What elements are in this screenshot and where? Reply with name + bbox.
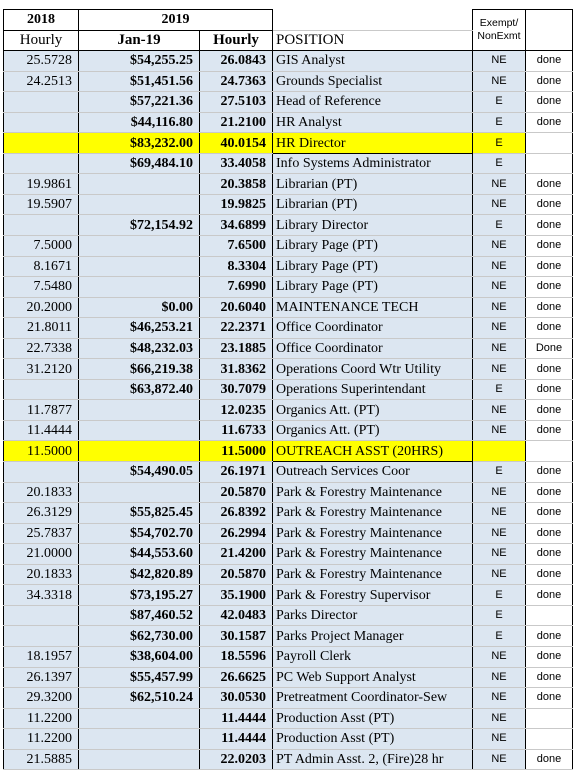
hourly-2018-cell: 19.9861 <box>4 174 79 195</box>
position-cell: PT Admin Asst. 2, (Fire)28 hr <box>273 749 473 770</box>
hourly-2018-cell <box>4 605 79 626</box>
jan19-salary-cell: $54,702.70 <box>79 523 200 544</box>
position-cell: Pretreatment Coordinator-Sew <box>273 688 473 709</box>
jan19-salary-cell: $48,232.03 <box>79 338 200 359</box>
hourly-2018-cell <box>4 133 79 154</box>
table-row <box>4 71 573 92</box>
position-cell: Library Page (PT) <box>273 277 473 298</box>
hourly-2018-cell <box>4 379 79 400</box>
hourly-2018-cell: 19.5907 <box>4 194 79 215</box>
jan19-salary-cell: $38,604.00 <box>79 646 200 667</box>
table-row <box>4 626 573 647</box>
exempt-status-cell: E <box>473 153 526 174</box>
done-header <box>526 10 573 51</box>
jan19-salary-cell: $63,872.40 <box>79 379 200 400</box>
hourly-2019-cell: 20.5870 <box>200 564 273 585</box>
table-row <box>4 585 573 606</box>
table-row <box>4 646 573 667</box>
position-cell: Librarian (PT) <box>273 174 473 195</box>
hourly-2019-cell: 11.4444 <box>200 729 273 750</box>
done-status-cell: done <box>526 359 573 380</box>
table-row <box>4 194 573 215</box>
done-status-cell <box>526 729 573 750</box>
hourly-2018-cell: 29.3200 <box>4 688 79 709</box>
table-row <box>4 441 573 462</box>
exempt-status-cell: NE <box>473 338 526 359</box>
jan19-salary-cell <box>79 174 200 195</box>
hourly-2018-cell: 7.5000 <box>4 236 79 257</box>
position-cell: Park & Forestry Maintenance <box>273 544 473 565</box>
hourly-2018-cell: 26.3129 <box>4 503 79 524</box>
table-row <box>4 729 573 750</box>
position-cell: Payroll Clerk <box>273 646 473 667</box>
hourly-2018-cell: 11.7877 <box>4 400 79 421</box>
hourly-2018-cell: 8.1671 <box>4 256 79 277</box>
jan19-salary-cell: $87,460.52 <box>79 605 200 626</box>
position-cell: Office Coordinator <box>273 338 473 359</box>
position-cell: Operations Superintendant <box>273 379 473 400</box>
table-row <box>4 318 573 339</box>
done-status-cell: done <box>526 564 573 585</box>
done-status-cell: done <box>526 318 573 339</box>
table-row <box>4 420 573 441</box>
hourly-2019-cell: 20.3858 <box>200 174 273 195</box>
jan19-salary-cell <box>79 256 200 277</box>
hourly-2018-cell: 26.1397 <box>4 667 79 688</box>
exempt-status-cell: NE <box>473 564 526 585</box>
exempt-status-cell: NE <box>473 523 526 544</box>
position-cell: Grounds Specialist <box>273 71 473 92</box>
table-row <box>4 51 573 72</box>
exempt-status-cell: NE <box>473 688 526 709</box>
hourly-2019-cell: 26.0843 <box>200 51 273 72</box>
table-row <box>4 482 573 503</box>
hourly-2018-cell: 22.7338 <box>4 338 79 359</box>
table-row <box>4 708 573 729</box>
hourly-2019-cell: 34.6899 <box>200 215 273 236</box>
exempt-status-cell: NE <box>473 544 526 565</box>
hourly-2018-cell: 21.8011 <box>4 318 79 339</box>
done-status-cell: done <box>526 256 573 277</box>
position-cell: Office Coordinator <box>273 318 473 339</box>
hourly-2019-cell: 26.8392 <box>200 503 273 524</box>
hourly-2018-cell: 18.1957 <box>4 646 79 667</box>
jan19-salary-cell <box>79 420 200 441</box>
jan19-salary-cell <box>79 482 200 503</box>
exempt-status-cell: NE <box>473 194 526 215</box>
position-cell: Park & Forestry Maintenance <box>273 482 473 503</box>
jan19-salary-cell: $55,825.45 <box>79 503 200 524</box>
table-row <box>4 688 573 709</box>
hourly-2018-cell: 20.1833 <box>4 564 79 585</box>
done-status-cell: done <box>526 585 573 606</box>
jan19-salary-cell: $54,255.25 <box>79 51 200 72</box>
jan19-salary-cell: $73,195.27 <box>79 585 200 606</box>
position-cell: Organics Att. (PT) <box>273 400 473 421</box>
done-status-cell: done <box>526 749 573 770</box>
table-row <box>4 400 573 421</box>
hourly-2019-cell: 7.6990 <box>200 277 273 298</box>
position-cell: HR Director <box>273 133 473 154</box>
hourly-2019-cell: 33.4058 <box>200 153 273 174</box>
done-status-cell: done <box>526 626 573 647</box>
exempt-status-cell: E <box>473 626 526 647</box>
jan19-salary-cell <box>79 400 200 421</box>
done-status-cell: Done <box>526 338 573 359</box>
done-status-cell: done <box>526 688 573 709</box>
position-cell: Production Asst (PT) <box>273 729 473 750</box>
done-status-cell: done <box>526 503 573 524</box>
position-cell: Park & Forestry Supervisor <box>273 585 473 606</box>
table-row <box>4 338 573 359</box>
exempt-status-cell: NE <box>473 236 526 257</box>
hourly-2018-cell: 31.2120 <box>4 359 79 380</box>
hourly-2018-cell <box>4 626 79 647</box>
done-status-cell <box>526 708 573 729</box>
hourly-2019-cell: 8.3304 <box>200 256 273 277</box>
salary-spreadsheet <box>3 9 573 770</box>
header-spacer <box>273 10 473 31</box>
hourly-2018-cell: 11.2200 <box>4 708 79 729</box>
position-cell: Library Page (PT) <box>273 256 473 277</box>
exempt-status-cell: NE <box>473 708 526 729</box>
jan19-salary-cell: $69,484.10 <box>79 153 200 174</box>
hourly-2019-cell: 21.4200 <box>200 544 273 565</box>
done-status-cell: done <box>526 462 573 483</box>
table-row <box>4 544 573 565</box>
done-status-cell: done <box>526 667 573 688</box>
exempt-header <box>473 10 526 51</box>
hourly-2018-cell: 24.2513 <box>4 71 79 92</box>
done-status-cell <box>526 153 573 174</box>
table-row <box>4 133 573 154</box>
exempt-status-cell: E <box>473 379 526 400</box>
jan19-salary-cell: $46,253.21 <box>79 318 200 339</box>
exempt-status-cell: E <box>473 112 526 133</box>
table-row <box>4 297 573 318</box>
table-row <box>4 462 573 483</box>
jan19-salary-cell: $62,730.00 <box>79 626 200 647</box>
exempt-status-cell: NE <box>473 646 526 667</box>
hourly-2018-cell <box>4 112 79 133</box>
jan19-salary-cell: $62,510.24 <box>79 688 200 709</box>
hourly-2019-cell: 12.0235 <box>200 400 273 421</box>
year-2018-header: 2018 <box>4 10 79 31</box>
jan19-salary-cell: $42,820.89 <box>79 564 200 585</box>
table-row <box>4 667 573 688</box>
table-row <box>4 379 573 400</box>
jan19-salary-cell: $44,553.60 <box>79 544 200 565</box>
done-status-cell: done <box>526 544 573 565</box>
exempt-status-cell: NE <box>473 359 526 380</box>
exempt-status-cell: E <box>473 92 526 113</box>
done-status-cell <box>526 441 573 462</box>
jan19-salary-cell: $51,451.56 <box>79 71 200 92</box>
jan19-salary-cell: $44,116.80 <box>79 112 200 133</box>
position-cell: GIS Analyst <box>273 51 473 72</box>
exempt-status-cell: NE <box>473 729 526 750</box>
hourly-2018-cell: 21.5885 <box>4 749 79 770</box>
jan19-salary-cell <box>79 708 200 729</box>
jan19-salary-cell <box>79 749 200 770</box>
done-status-cell <box>526 605 573 626</box>
done-status-cell: done <box>526 420 573 441</box>
done-status-cell: done <box>526 194 573 215</box>
exempt-status-cell: E <box>473 585 526 606</box>
done-status-cell: done <box>526 277 573 298</box>
position-cell: PC Web Support Analyst <box>273 667 473 688</box>
exempt-status-cell: NE <box>473 277 526 298</box>
table-row <box>4 256 573 277</box>
hourly-2019-cell: 11.4444 <box>200 708 273 729</box>
hourly-2018-cell <box>4 92 79 113</box>
exempt-header-line2: NonExmt <box>477 30 521 43</box>
hourly-2018-header: Hourly <box>4 30 79 51</box>
jan19-salary-cell <box>79 729 200 750</box>
hourly-2018-cell: 7.5480 <box>4 277 79 298</box>
done-status-cell: done <box>526 379 573 400</box>
table-row <box>4 112 573 133</box>
exempt-status-cell: NE <box>473 667 526 688</box>
table-row <box>4 153 573 174</box>
hourly-2018-cell <box>4 215 79 236</box>
hourly-2019-cell: 20.6040 <box>200 297 273 318</box>
position-cell: HR Analyst <box>273 112 473 133</box>
hourly-2019-cell: 11.6733 <box>200 420 273 441</box>
exempt-status-cell: NE <box>473 482 526 503</box>
hourly-2018-cell: 11.5000 <box>4 441 79 462</box>
hourly-2019-cell: 7.6500 <box>200 236 273 257</box>
done-status-cell: done <box>526 51 573 72</box>
exempt-status-cell: NE <box>473 297 526 318</box>
hourly-2018-cell: 21.0000 <box>4 544 79 565</box>
exempt-status-cell: E <box>473 133 526 154</box>
jan19-salary-cell: $66,219.38 <box>79 359 200 380</box>
position-cell: Librarian (PT) <box>273 194 473 215</box>
jan19-salary-cell <box>79 441 200 462</box>
jan19-salary-cell <box>79 236 200 257</box>
hourly-2019-cell: 26.1971 <box>200 462 273 483</box>
hourly-2019-cell: 35.1900 <box>200 585 273 606</box>
table-row <box>4 564 573 585</box>
position-cell: Info Systems Administrator <box>273 153 473 174</box>
done-status-cell: done <box>526 174 573 195</box>
exempt-status-cell: E <box>473 462 526 483</box>
position-cell: Park & Forestry Maintenance <box>273 503 473 524</box>
exempt-status-cell: NE <box>473 318 526 339</box>
table-row <box>4 236 573 257</box>
done-status-cell: done <box>526 236 573 257</box>
jan19-salary-cell: $0.00 <box>79 297 200 318</box>
exempt-status-cell: E <box>473 605 526 626</box>
table-row <box>4 215 573 236</box>
hourly-2018-cell: 34.3318 <box>4 585 79 606</box>
hourly-2018-cell: 11.4444 <box>4 420 79 441</box>
done-status-cell: done <box>526 297 573 318</box>
position-cell: Library Director <box>273 215 473 236</box>
position-cell: Park & Forestry Maintenance <box>273 564 473 585</box>
hourly-2019-cell: 42.0483 <box>200 605 273 626</box>
exempt-status-cell: NE <box>473 420 526 441</box>
done-status-cell: done <box>526 215 573 236</box>
exempt-status-cell: NE <box>473 174 526 195</box>
position-cell: Library Page (PT) <box>273 236 473 257</box>
hourly-2019-cell: 21.2100 <box>200 112 273 133</box>
done-status-cell: done <box>526 112 573 133</box>
jan19-salary-cell <box>79 277 200 298</box>
position-cell: Outreach Services Coor <box>273 462 473 483</box>
position-cell: Production Asst (PT) <box>273 708 473 729</box>
jan19-salary-cell: $83,232.00 <box>79 133 200 154</box>
hourly-2018-cell: 20.1833 <box>4 482 79 503</box>
table-row <box>4 174 573 195</box>
exempt-header-line1: Exempt/ <box>479 17 519 30</box>
position-cell: Parks Project Manager <box>273 626 473 647</box>
hourly-2019-cell: 40.0154 <box>200 133 273 154</box>
hourly-2019-cell: 24.7363 <box>200 71 273 92</box>
year-2019-header: 2019 <box>79 10 273 31</box>
exempt-status-cell: NE <box>473 71 526 92</box>
table-row <box>4 92 573 113</box>
table-row <box>4 749 573 770</box>
hourly-2019-cell: 27.5103 <box>200 92 273 113</box>
hourly-2019-cell: 20.5870 <box>200 482 273 503</box>
hourly-2019-cell: 11.5000 <box>200 441 273 462</box>
hourly-2018-cell: 20.2000 <box>4 297 79 318</box>
table-row <box>4 605 573 626</box>
hourly-2019-header: Hourly <box>200 30 273 51</box>
hourly-2019-cell: 30.1587 <box>200 626 273 647</box>
jan19-header: Jan-19 <box>79 30 200 51</box>
jan19-salary-cell <box>79 194 200 215</box>
hourly-2018-cell <box>4 153 79 174</box>
hourly-2019-cell: 31.8362 <box>200 359 273 380</box>
hourly-2019-cell: 26.6625 <box>200 667 273 688</box>
jan19-salary-cell: $55,457.99 <box>79 667 200 688</box>
hourly-2019-cell: 22.0203 <box>200 749 273 770</box>
exempt-status-cell: NE <box>473 503 526 524</box>
done-status-cell: done <box>526 400 573 421</box>
position-cell: OUTREACH ASST (20HRS) <box>273 441 473 462</box>
table-row <box>4 359 573 380</box>
hourly-2019-cell: 30.0530 <box>200 688 273 709</box>
jan19-salary-cell: $57,221.36 <box>79 92 200 113</box>
position-cell: Head of Reference <box>273 92 473 113</box>
hourly-2018-cell: 25.7837 <box>4 523 79 544</box>
position-cell: Organics Att. (PT) <box>273 420 473 441</box>
hourly-2019-cell: 23.1885 <box>200 338 273 359</box>
table-row <box>4 503 573 524</box>
done-status-cell: done <box>526 646 573 667</box>
hourly-2019-cell: 19.9825 <box>200 194 273 215</box>
exempt-status-cell: NE <box>473 51 526 72</box>
done-status-cell: done <box>526 523 573 544</box>
hourly-2019-cell: 30.7079 <box>200 379 273 400</box>
jan19-salary-cell: $72,154.92 <box>79 215 200 236</box>
table-row <box>4 277 573 298</box>
position-header: POSITION <box>273 30 473 51</box>
done-status-cell: done <box>526 71 573 92</box>
position-cell: Park & Forestry Maintenance <box>273 523 473 544</box>
exempt-status-cell: NE <box>473 400 526 421</box>
hourly-2019-cell: 26.2994 <box>200 523 273 544</box>
hourly-2019-cell: 18.5596 <box>200 646 273 667</box>
table-row <box>4 523 573 544</box>
hourly-2019-cell: 22.2371 <box>200 318 273 339</box>
position-cell: MAINTENANCE TECH <box>273 297 473 318</box>
position-cell: Parks Director <box>273 605 473 626</box>
header-row-years <box>4 10 573 31</box>
exempt-status-cell <box>473 441 526 462</box>
position-cell: Operations Coord Wtr Utility <box>273 359 473 380</box>
hourly-2018-cell: 11.2200 <box>4 729 79 750</box>
done-status-cell <box>526 133 573 154</box>
hourly-2018-cell: 25.5728 <box>4 51 79 72</box>
done-status-cell: done <box>526 92 573 113</box>
jan19-salary-cell: $54,490.05 <box>79 462 200 483</box>
exempt-status-cell: NE <box>473 749 526 770</box>
done-status-cell: done <box>526 482 573 503</box>
hourly-2018-cell <box>4 462 79 483</box>
exempt-status-cell: NE <box>473 256 526 277</box>
exempt-status-cell: E <box>473 215 526 236</box>
